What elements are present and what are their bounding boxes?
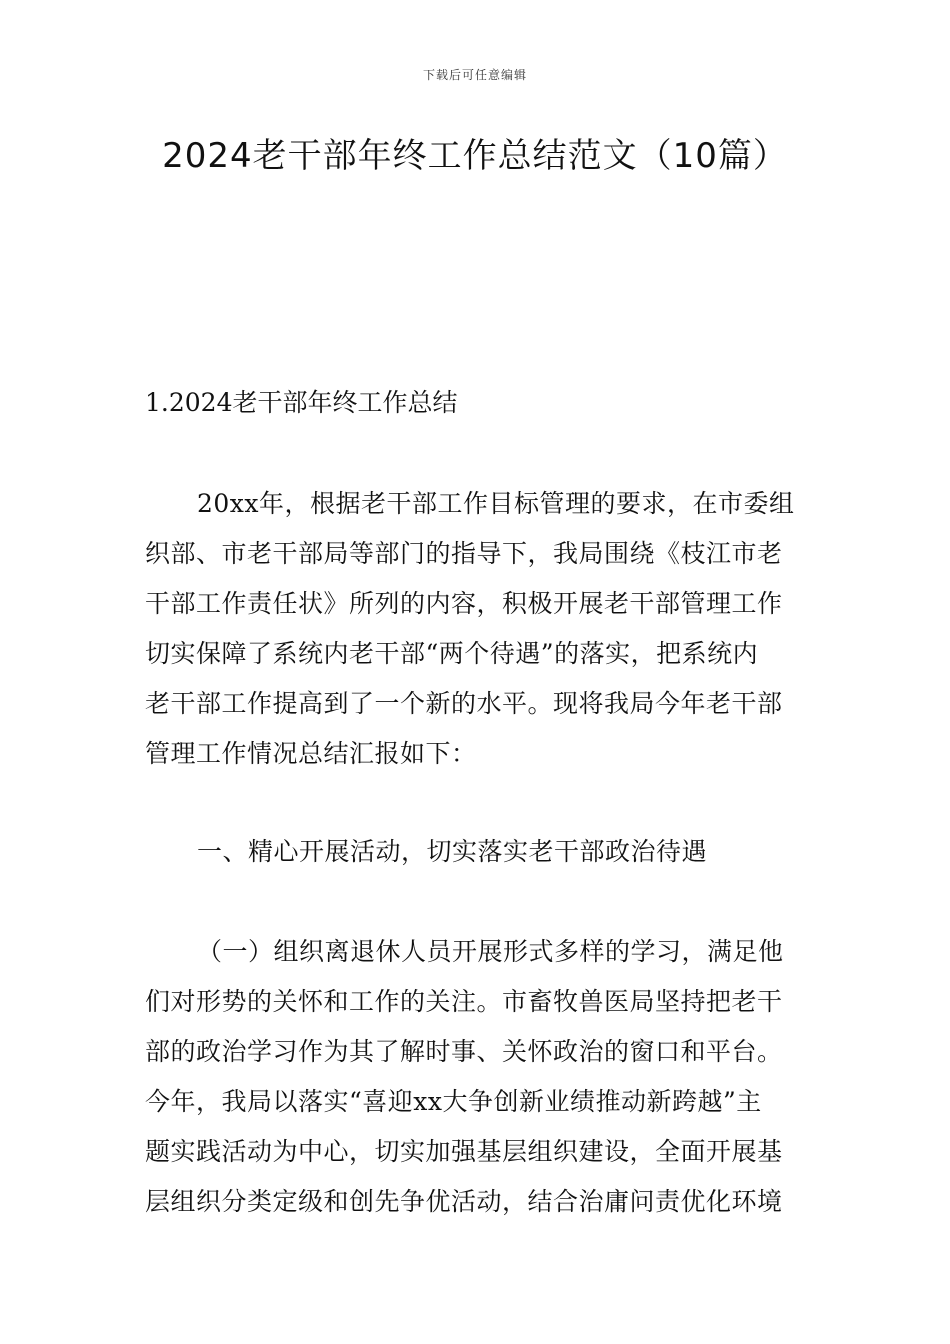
paragraph-line: 管理工作情况总结汇报如下： [145,739,477,768]
paragraph-line: 们对形势的关怀和工作的关注。市畜牧兽医局坚持把老干 [145,987,783,1016]
paragraph-line: 部的政治学习作为其了解时事、关怀政治的窗口和平台。 [145,1037,783,1066]
paragraph-line: 切实保障了系统内老干部“两个待遇”的落实，把系统内 [145,639,759,668]
paragraph-line: 织部、市老干部局等部门的指导下，我局围绕《枝江市老 [145,539,783,568]
paragraph-line: 今年，我局以落实“喜迎xx大争创新业绩推动新跨越”主 [145,1087,762,1116]
document-title: 2024老干部年终工作总结范文（10篇） [162,136,788,176]
paragraph-line: 层组织分类定级和创先争优活动，结合治庸问责优化环境 [145,1187,783,1216]
paragraph-line: 题实践活动为中心，切实加强基层组织建设，全面开展基 [145,1137,783,1166]
subheading: 一、精心开展活动，切实落实老干部政治待遇 [197,837,708,866]
paragraph-line: 20xx年，根据老干部工作目标管理的要求，在市委组 [197,489,795,518]
section-heading: 1.2024老干部年终工作总结 [145,388,458,417]
paragraph-line: 老干部工作提高到了一个新的水平。现将我局今年老干部 [145,689,783,718]
paragraph-line: 干部工作责任状》所列的内容，积极开展老干部管理工作 [145,589,783,618]
header-note: 下载后可任意编辑 [422,68,527,82]
paragraph-line: （一）组织离退休人员开展形式多样的学习，满足他 [197,937,784,966]
